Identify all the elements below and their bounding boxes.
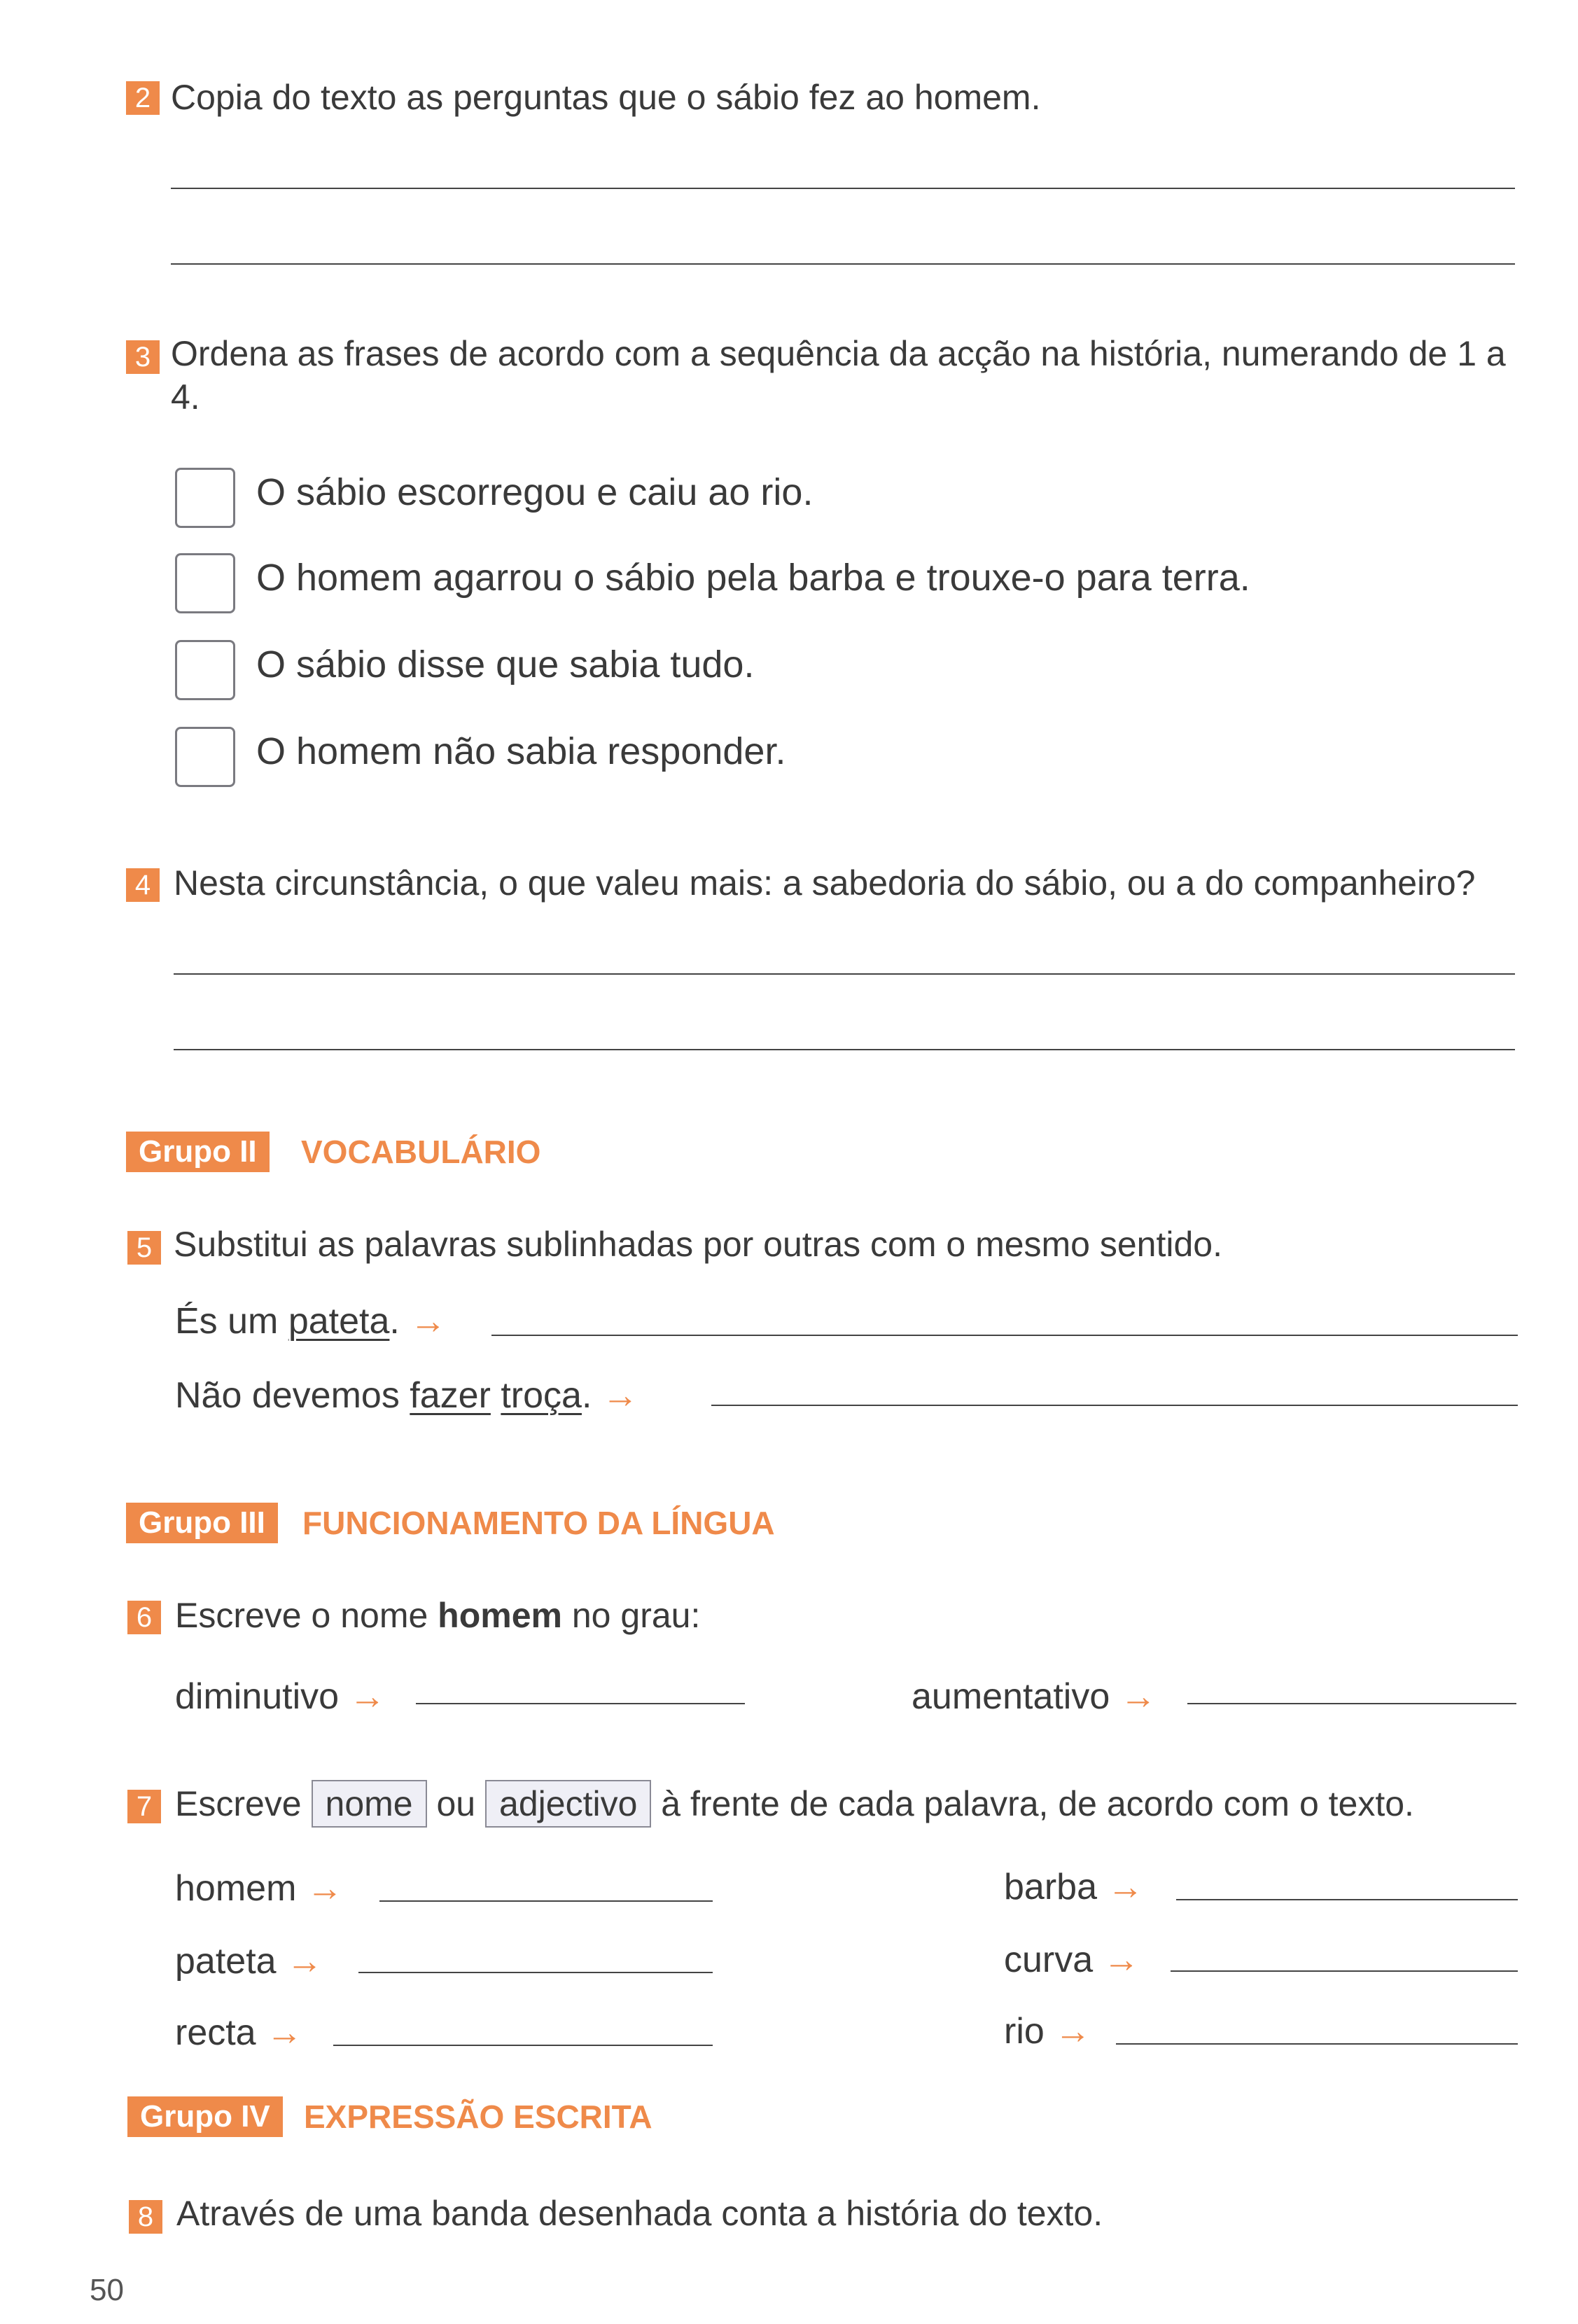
order-checkbox[interactable] xyxy=(175,727,235,787)
word-label: recta → xyxy=(175,2012,303,2053)
question-text: Nesta circunstância, o que valeu mais: a sabedoria do sábio, ou a do companheiro? xyxy=(174,863,1476,903)
answer-line[interactable] xyxy=(711,1405,1518,1406)
arrow-icon: → xyxy=(306,1868,343,1909)
question-text: Ordena as frases de acordo com a sequência da acção na história, numerando de 1 a 4. xyxy=(171,334,1506,417)
page-number: 50 xyxy=(90,2273,124,2307)
group-label: Grupo II xyxy=(126,1132,270,1172)
arrow-icon: → xyxy=(1107,1867,1144,1907)
answer-line[interactable] xyxy=(1187,1703,1516,1704)
question-text: Através de uma banda desenhada conta a história do texto. xyxy=(176,2194,1103,2233)
answer-line[interactable] xyxy=(416,1703,745,1704)
arrow-icon: → xyxy=(601,1375,638,1416)
question-text: Copia do texto as perguntas que o sábio fez ao homem. xyxy=(171,78,1041,117)
sequence-item: O sábio escorregou e caiu ao rio. xyxy=(256,471,814,513)
degree-label-diminutive: diminutivo → xyxy=(175,1676,386,1717)
question-number: 3 xyxy=(126,340,160,374)
answer-line[interactable] xyxy=(1176,1899,1518,1900)
degree-label-augmentative: aumentativo → xyxy=(912,1676,1157,1717)
underlined-word: fazer xyxy=(410,1375,491,1416)
sentence-2: Não devemos fazer troça. → xyxy=(175,1375,638,1416)
arrow-icon: → xyxy=(1054,2011,1091,2052)
word-chip-adjectivo: adjectivo xyxy=(485,1780,651,1828)
group-label: Grupo III xyxy=(126,1503,278,1543)
word-chip-nome: nome xyxy=(312,1780,427,1828)
question-number: 6 xyxy=(127,1601,161,1634)
question-text: Escreve o nome homem no grau: xyxy=(175,1596,701,1635)
answer-line[interactable] xyxy=(491,1335,1518,1336)
word-label: rio → xyxy=(1004,2011,1091,2052)
order-checkbox[interactable] xyxy=(175,640,235,700)
sequence-item: O homem não sabia responder. xyxy=(256,730,786,772)
group-title: VOCABULÁRIO xyxy=(301,1134,541,1170)
answer-line[interactable] xyxy=(379,1900,713,1902)
answer-line[interactable] xyxy=(1116,2043,1518,2045)
word-label: barba → xyxy=(1004,1867,1144,1907)
question-number: 5 xyxy=(127,1231,161,1265)
arrow-icon: → xyxy=(1119,1676,1157,1717)
answer-line[interactable] xyxy=(174,1049,1515,1050)
question-number: 7 xyxy=(127,1790,161,1823)
answer-line[interactable] xyxy=(171,188,1515,189)
question-number: 2 xyxy=(126,81,160,115)
question-number: 4 xyxy=(126,868,160,902)
arrow-icon: → xyxy=(286,1941,323,1982)
group-label: Grupo IV xyxy=(127,2096,283,2137)
answer-line[interactable] xyxy=(174,973,1515,975)
answer-line[interactable] xyxy=(1171,1970,1518,1972)
answer-line[interactable] xyxy=(333,2045,713,2046)
word-label: curva → xyxy=(1004,1940,1140,1980)
question-number: 8 xyxy=(129,2200,162,2234)
underlined-word: pateta xyxy=(288,1301,390,1342)
answer-line[interactable] xyxy=(171,263,1515,265)
sentence-1: És um pateta. → xyxy=(175,1301,447,1342)
sequence-item: O sábio disse que sabia tudo. xyxy=(256,643,755,686)
word-label: homem → xyxy=(175,1868,343,1909)
sequence-item: O homem agarrou o sábio pela barba e trouxe-o para terra. xyxy=(256,557,1250,599)
arrow-icon: → xyxy=(266,2012,303,2053)
word-label: pateta → xyxy=(175,1941,323,1982)
underlined-word: troça xyxy=(501,1375,582,1416)
question-text: Substitui as palavras sublinhadas por outras com o mesmo sentido. xyxy=(174,1225,1222,1264)
group-title: FUNCIONAMENTO DA LÍNGUA xyxy=(302,1505,775,1541)
group-title: EXPRESSÃO ESCRITA xyxy=(304,2099,652,2135)
answer-line[interactable] xyxy=(358,1972,713,1973)
question-text: Escreve nome ou adjectivo à frente de cada palavra, de acordo com o texto. xyxy=(175,1780,1414,1828)
arrow-icon: → xyxy=(410,1301,447,1342)
order-checkbox[interactable] xyxy=(175,468,235,528)
order-checkbox[interactable] xyxy=(175,553,235,613)
arrow-icon: → xyxy=(1103,1940,1140,1980)
arrow-icon: → xyxy=(349,1676,386,1717)
